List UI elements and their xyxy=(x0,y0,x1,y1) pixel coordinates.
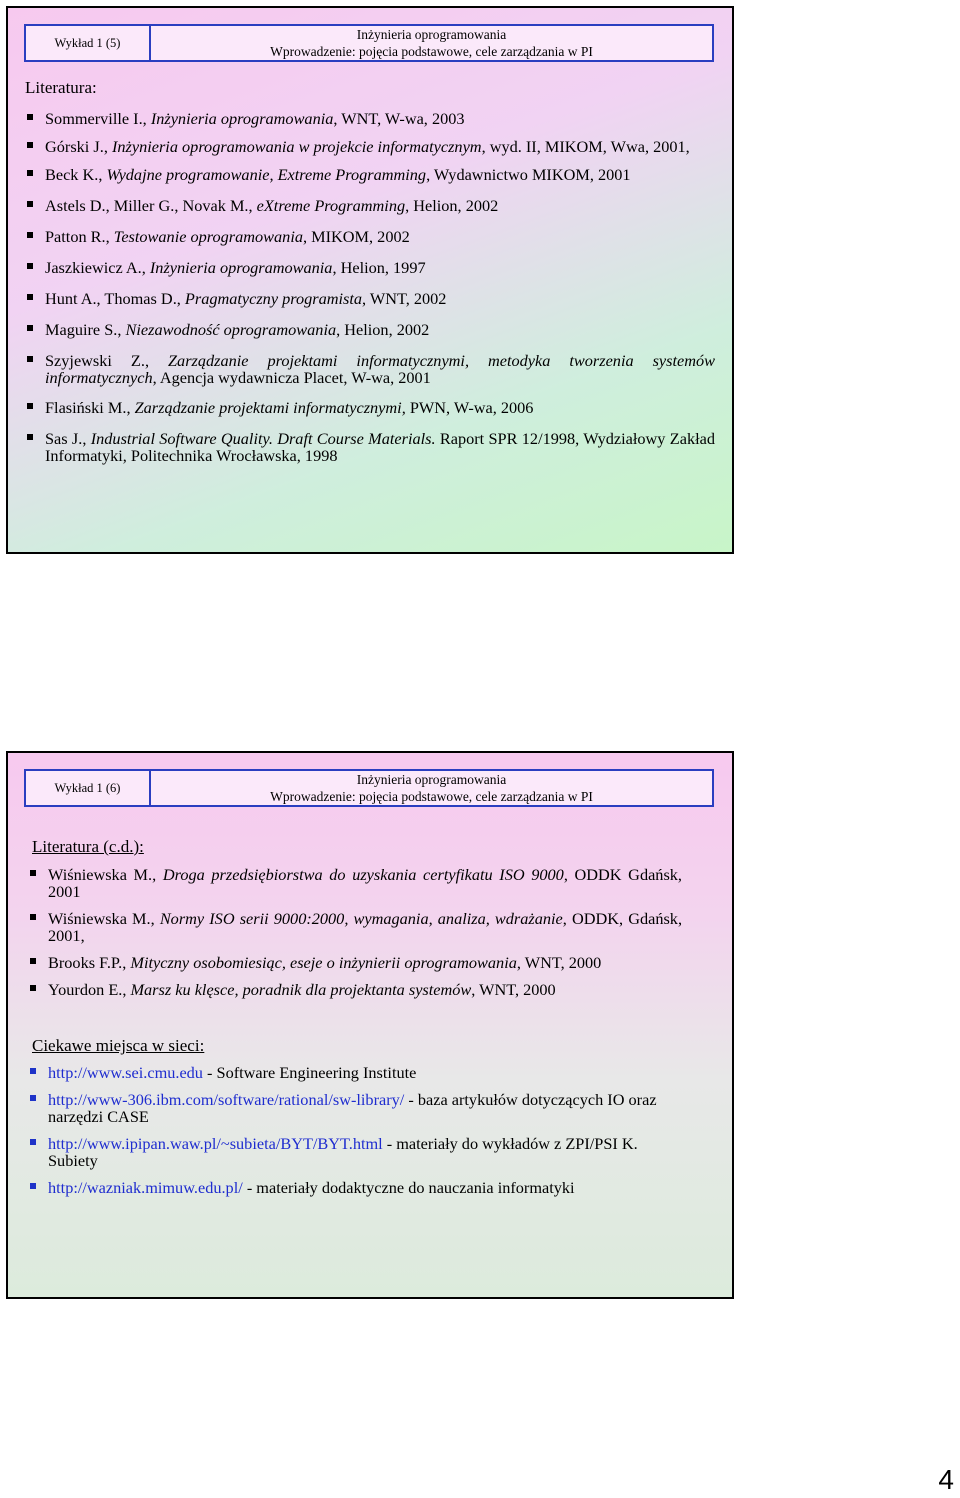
bullet-icon xyxy=(30,1095,36,1101)
reference-details: , Wydawnictwo MIKOM, 2001 xyxy=(426,165,631,184)
reference-item: Wiśniewska M., Droga przedsiębiorstwa do uzyskania certyfikatu ISO 9000, ODDK Gdańsk, 2001 xyxy=(30,866,682,900)
slide-5 xyxy=(6,6,734,554)
slide-6 xyxy=(6,751,734,1299)
reference-item: Sas J., Industrial Software Quality. Draft Course Materials. Raport SPR 12/1998, Wydziałowy Zakład Informatyki, Politechnika Wrocławska, 1998 xyxy=(27,430,715,464)
reference-details: , ODDK Gdańsk, 2001 xyxy=(48,865,682,901)
reference-item: Flasiński M., Zarządzanie projektami informatycznymi, PWN, W-wa, 2006 xyxy=(27,399,715,416)
slide-title-block xyxy=(151,26,712,60)
reference-title: Zarządzanie projektami informatycznymi, metodyka tworzenia systemów informatycznych xyxy=(45,351,715,387)
lecture-label: Wykład 1 (6) xyxy=(26,771,151,805)
reference-title: Inżynieria oprogramowania xyxy=(150,109,334,128)
reference-title: Niezawodność oprogramowania xyxy=(125,320,337,339)
lecture-label: Wykład 1 (5) xyxy=(26,26,151,60)
reference-list xyxy=(30,866,682,998)
reference-details: , ODDK, Gdańsk, 2001, xyxy=(48,909,683,945)
reference-title: Wydajne programowanie, Extreme Programming xyxy=(106,165,427,184)
reference-item: Jaszkiewicz A., Inżynieria oprogramowania, Helion, 1997 xyxy=(27,259,715,276)
bullet-icon xyxy=(27,170,33,176)
reference-author: Wiśniewska M. xyxy=(48,865,153,884)
reference-author: Wiśniewska M. xyxy=(48,909,151,928)
reference-item: Patton R., Testowanie oprogramowania, MIKOM, 2002 xyxy=(27,228,715,245)
reference-details: PWN, W-wa, 2006 xyxy=(405,398,534,417)
web-link-description: - materiały do wykładów z ZPI/PSI K. Subiety xyxy=(48,1134,638,1170)
reference-title: Zarządzanie projektami informatycznymi, xyxy=(134,398,406,417)
reference-details: , Helion, 2002 xyxy=(336,320,430,339)
bullet-icon xyxy=(27,114,33,120)
bullet-icon xyxy=(30,1183,36,1189)
reference-title: Normy ISO serii 9000:2000, wymagania, analiza, wdrażanie xyxy=(159,909,563,928)
bullet-icon xyxy=(27,403,33,409)
reference-author: Jaszkiewicz A. xyxy=(45,258,142,277)
reference-author: Flasiński M. xyxy=(45,398,127,417)
web-link-description: - Software Engineering Institute xyxy=(202,1063,417,1082)
reference-item: Sommerville I., Inżynieria oprogramowania, WNT, W-wa, 2003 xyxy=(27,110,715,127)
web-link-list xyxy=(30,1064,690,1196)
reference-details: , Agencja wydawnicza Placet, W-wa, 2001 xyxy=(152,368,431,387)
reference-details: , Helion, 2002 xyxy=(405,196,499,215)
reference-details: , WNT, 2000 xyxy=(516,953,602,972)
lecture-topic: Wprowadzenie: pojęcia podstawowe, cele zarządzania w PI xyxy=(270,789,593,804)
reference-author: Szyjewski Z. xyxy=(45,351,145,370)
lecture-topic: Wprowadzenie: pojęcia podstawowe, cele zarządzania w PI xyxy=(270,44,593,59)
reference-author: Beck K. xyxy=(45,165,99,184)
section-heading-literature-cont: Literatura (c.d.): xyxy=(32,837,144,856)
bullet-icon xyxy=(27,263,33,269)
page-number: 4 xyxy=(938,1464,954,1495)
section-heading-literature: Literatura: xyxy=(25,78,97,97)
reference-details: , WNT, 2002 xyxy=(362,289,447,308)
reference-title: Testowanie oprogramowania xyxy=(113,227,303,246)
reference-author: Hunt A., Thomas D. xyxy=(45,289,177,308)
reference-author: Górski J. xyxy=(45,137,104,156)
web-link-item xyxy=(30,1064,690,1081)
reference-item: Hunt A., Thomas D., Pragmatyczny programista, WNT, 2002 xyxy=(27,290,715,307)
reference-author: Brooks F.P. xyxy=(48,953,123,972)
bullet-icon xyxy=(27,294,33,300)
reference-author: Sommerville I. xyxy=(45,109,143,128)
web-link-description: - materiały dodaktyczne do nauczania informatyki xyxy=(242,1178,575,1197)
slide-title-block xyxy=(151,771,712,805)
reference-title: Droga przedsiębiorstwa do uzyskania certyfikatu ISO 9000 xyxy=(162,865,564,884)
bullet-icon xyxy=(30,914,36,920)
bullet-icon xyxy=(27,356,33,362)
bullet-icon xyxy=(30,870,36,876)
course-title: Inżynieria oprogramowania xyxy=(356,27,507,42)
web-link-item xyxy=(30,1179,690,1196)
reference-title: Mityczny osobomiesiąc, eseje o inżynierii oprogramowania xyxy=(130,953,517,972)
reference-title: Industrial Software Quality. Draft Course Materials. xyxy=(90,429,436,448)
web-link[interactable]: http://www.sei.cmu.edu xyxy=(48,1063,203,1082)
section-heading-web: Ciekawe miejsca w sieci: xyxy=(32,1036,205,1055)
reference-item: Wiśniewska M., Normy ISO serii 9000:2000, wymagania, analiza, wdrażanie, ODDK, Gdańsk, 2001, xyxy=(30,910,682,944)
bullet-icon xyxy=(27,434,33,440)
reference-details: , WNT, W-wa, 2003 xyxy=(333,109,465,128)
reference-details: , WNT, 2000 xyxy=(471,980,556,999)
reference-title: eXtreme Programming xyxy=(256,196,406,215)
reference-author: Maguire S. xyxy=(45,320,118,339)
reference-author: Patton R. xyxy=(45,227,106,246)
bullet-icon xyxy=(27,325,33,331)
reference-title: Marsz ku klęsce, poradnik dla projektanta systemów xyxy=(130,980,472,999)
web-link[interactable]: http://www-306.ibm.com/software/rational/sw-library/ xyxy=(48,1090,405,1109)
bullet-icon xyxy=(27,201,33,207)
bullet-icon xyxy=(30,1068,36,1074)
reference-details: Raport SPR 12/1998, Wydziałowy Zakład Informatyki, Politechnika Wrocławska, 1998 xyxy=(45,429,715,465)
web-link-item xyxy=(30,1135,690,1169)
reference-details: , wyd. II, MIKOM, Wwa, 2001, xyxy=(481,137,690,156)
reference-item: Szyjewski Z., Zarządzanie projektami informatycznymi, metodyka tworzenia systemów informatycznych, Agencja wydawnicza Placet, W-wa, 2001 xyxy=(27,352,715,386)
reference-details: , MIKOM, 2002 xyxy=(303,227,410,246)
bullet-icon xyxy=(30,1139,36,1145)
reference-item: Górski J., Inżynieria oprogramowania w projekcie informatycznym, wyd. II, MIKOM, Wwa, 2001, xyxy=(27,138,715,155)
bullet-icon xyxy=(30,958,36,964)
web-link-description: - baza artykułów dotyczących IO oraz narzędzi CASE xyxy=(48,1090,657,1126)
reference-item: Brooks F.P., Mityczny osobomiesiąc, eseje o inżynierii oprogramowania, WNT, 2000 xyxy=(30,954,682,971)
web-link[interactable]: http://wazniak.mimuw.edu.pl/ xyxy=(48,1178,243,1197)
reference-item: Maguire S., Niezawodność oprogramowania, Helion, 2002 xyxy=(27,321,715,338)
bullet-icon xyxy=(27,232,33,238)
bullet-icon xyxy=(30,985,36,991)
reference-item: Astels D., Miller G., Novak M., eXtreme Programming, Helion, 2002 xyxy=(27,197,715,214)
slide-header xyxy=(24,24,714,62)
reference-details: , Helion, 1997 xyxy=(332,258,426,277)
bullet-icon xyxy=(27,142,33,148)
web-link[interactable]: http://www.ipipan.waw.pl/~subieta/BYT/BYT.html xyxy=(48,1134,383,1153)
reference-author: Sas J. xyxy=(45,429,83,448)
slide-header xyxy=(24,769,714,807)
reference-item: Beck K., Wydajne programowanie, Extreme Programming, Wydawnictwo MIKOM, 2001 xyxy=(27,166,715,183)
reference-title: Inżynieria oprogramowania xyxy=(149,258,333,277)
web-link-item xyxy=(30,1091,690,1125)
reference-author: Astels D., Miller G., Novak M. xyxy=(45,196,249,215)
reference-title: Inżynieria oprogramowania w projekcie informatycznym xyxy=(111,137,482,156)
course-title: Inżynieria oprogramowania xyxy=(356,772,507,787)
reference-author: Yourdon E. xyxy=(48,980,123,999)
reference-list xyxy=(27,110,715,464)
reference-title: Pragmatyczny programista xyxy=(184,289,363,308)
reference-item: Yourdon E., Marsz ku klęsce, poradnik dla projektanta systemów, WNT, 2000 xyxy=(30,981,682,998)
